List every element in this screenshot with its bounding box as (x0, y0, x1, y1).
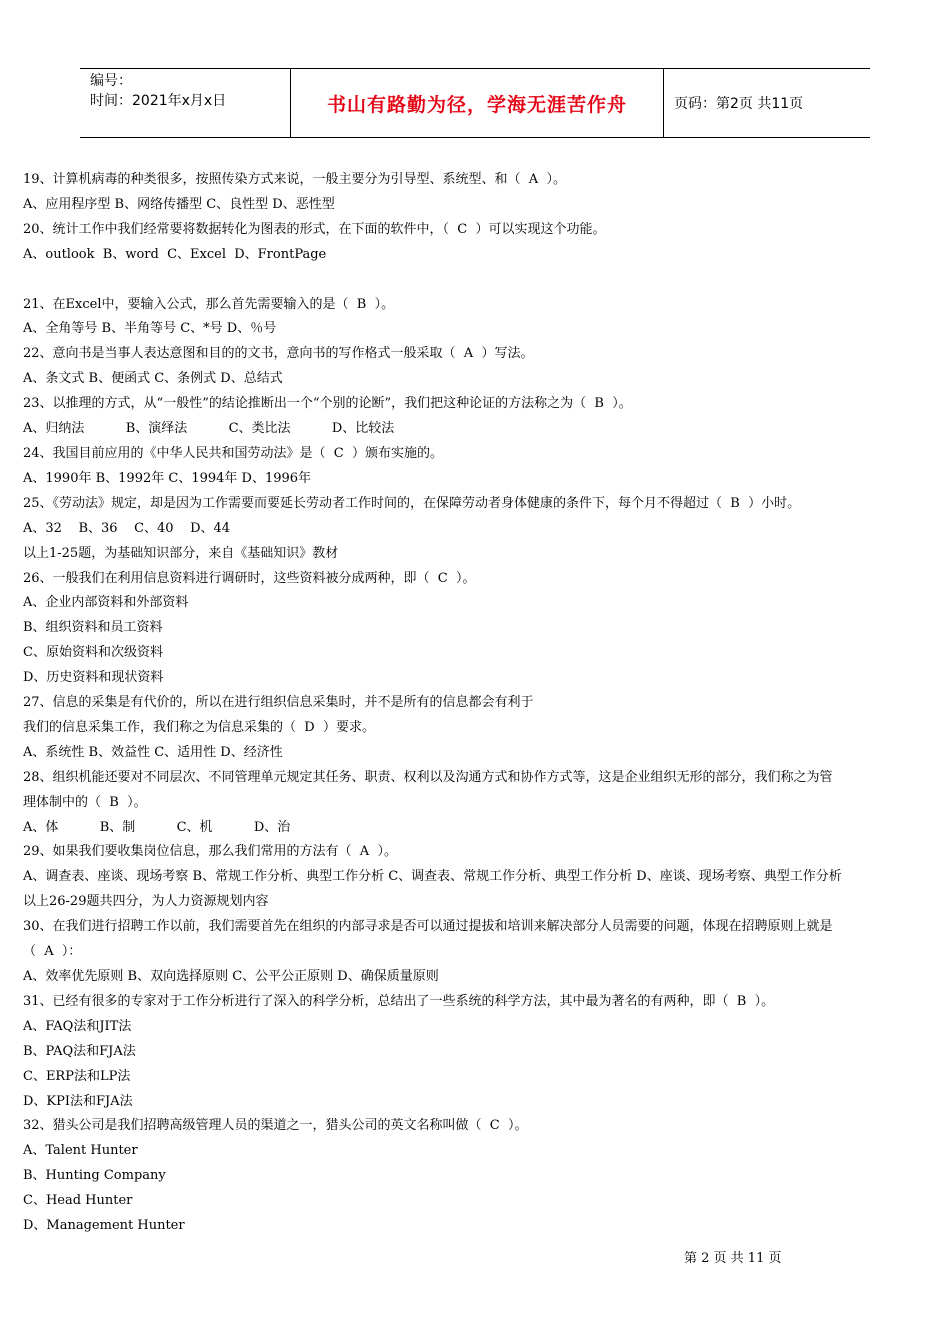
text-line: A、outlook B、word C、Excel D、FrontPage (23, 246, 327, 262)
text-line: 20、统计工作中我们经常要将数据转化为图表的形式，在下面的软件中，（ C ）可以实现这个功能。 (23, 221, 606, 237)
time-label: 时间：2021年x月x日 (90, 93, 227, 109)
text-line: A、条文式 B、便函式 C、条例式 D、总结式 (23, 371, 283, 387)
text-line: B、组织资料和员工资料 (23, 620, 163, 636)
header-page-info: 页码：第2页 共11页 (674, 96, 804, 112)
text-line: 29、如果我们要收集岗位信息，那么我们常用的方法有（ A ）。 (23, 844, 397, 860)
text-line: A、1990年 B、1992年 C、1994年 D、1996年 (23, 470, 312, 486)
text-line: A、应用程序型 B、网络传播型 C、良性型 D、恶性型 (23, 196, 335, 212)
blank-line (23, 268, 928, 293)
text-line: 23、以推理的方式，从“一般性”的结论推断出一个“个别的论断”，我们把这种论证的方法称之为（ B ）。 (23, 396, 632, 412)
text-line: A、全角等号 B、半角等号 C、*号 D、％号 (23, 321, 277, 337)
text-line: D、历史资料和现状资料 (23, 670, 164, 686)
page-footer: 第 2 页 共 11 页 (684, 1251, 782, 1266)
text-line: 27、信息的采集是有代价的，所以在进行组织信息采集时，并不是所有的信息都会有利于 (23, 695, 534, 711)
text-line: 22、意向书是当事人表达意图和目的的文书，意向书的写作格式一般采取（ A ）写法。 (23, 346, 534, 362)
text-line: 28、组织机能还要对不同层次、不同管理单元规定其任务、职责、权利以及沟通方式和协作方式等，这是企业组织无形的部分，我们称之为管 (23, 769, 833, 785)
text-line: 19、计算机病毒的种类很多，按照传染方式来说，一般主要分为引导型、系统型、和（ A ）。 (23, 172, 566, 187)
text-line: 24、我国目前应用的《中华人民共和国劳动法》是（ C ）颁布实施的。 (23, 445, 444, 461)
header-meta (80, 69, 290, 137)
text-line: A、系统性 B、效益性 C、适用性 D、经济性 (23, 744, 283, 760)
text-line: 以上26-29题共四分，为人力资源规划内容 (23, 894, 269, 910)
text-line: D、KPI法和FJA法 (23, 1093, 133, 1109)
text-line: C、原始资料和次级资料 (23, 645, 163, 661)
text-line: A、FAQ法和JIT法 (23, 1018, 132, 1034)
code-label: 编号： (90, 73, 132, 89)
text-line: 21、在Excel中，要输入公式，那么首先需要输入的是（ B ）。 (23, 296, 395, 312)
text-line: C、ERP法和LP法 (23, 1068, 131, 1084)
text-line: A、调查表、座谈、现场考察 B、常规工作分析、典型工作分析 C、调查表、常规工作分析、典型工作分析 D、座谈、现场考察、典型工作分析 (23, 869, 842, 885)
text-line: B、PAQ法和FJA法 (23, 1043, 136, 1059)
text-line: 26、一般我们在利用信息资料进行调研时，这些资料被分成两种，即（ C ）。 (23, 570, 476, 586)
text-line: 30、在我们进行招聘工作以前，我们需要首先在组织的内部寻求是否可以通过提拔和培训来解决部分人员需要的问题，体现在招聘原则上就是 (23, 919, 833, 935)
page-header (80, 68, 870, 138)
text-line: 以上1-25题，为基础知识部分，来自《基础知识》教材 (23, 545, 339, 561)
text-line: A、效率优先原则 B、双向选择原则 C、公平公正原则 D、确保质量原则 (23, 969, 439, 984)
header-motto: 书山有路勤为径，学海无涯苦作舟 (290, 69, 664, 137)
document-body (23, 168, 928, 1239)
text-line: 31、已经有很多的专家对于工作分析进行了深入的科学分析，总结出了一些系统的科学方法，其中最为著名的有两种，即（ B ）。 (23, 993, 775, 1009)
text-line: D、Management Hunter (23, 1218, 185, 1234)
text-line: 理体制中的（ B ）。 (23, 794, 147, 810)
text-line: A、归纳法 B、演绎法 C、类比法 D、比较法 (23, 421, 395, 437)
text-line: A、体 B、制 C、机 D、治 (23, 819, 291, 835)
text-line: 25、《劳动法》规定，却是因为工作需要而要延长劳动者工作时间的，在保障劳动者身体健康的条件下，每个月不得超过（ B ）小时。 (23, 495, 801, 511)
text-line: （ A ）： (23, 944, 82, 960)
text-line: B、Hunting Company (23, 1168, 166, 1184)
text-line: A、Talent Hunter (23, 1143, 138, 1159)
text-line: 我们的信息采集工作，我们称之为信息采集的（ D ）要求。 (23, 719, 375, 735)
text-line: A、企业内部资料和外部资料 (23, 595, 189, 611)
text-line: C、Head Hunter (23, 1193, 133, 1209)
text-line: 32、猎头公司是我们招聘高级管理人员的渠道之一，猎头公司的英文名称叫做（ C ）。 (23, 1118, 528, 1134)
text-line: A、32 B、36 C、40 D、44 (23, 520, 231, 536)
